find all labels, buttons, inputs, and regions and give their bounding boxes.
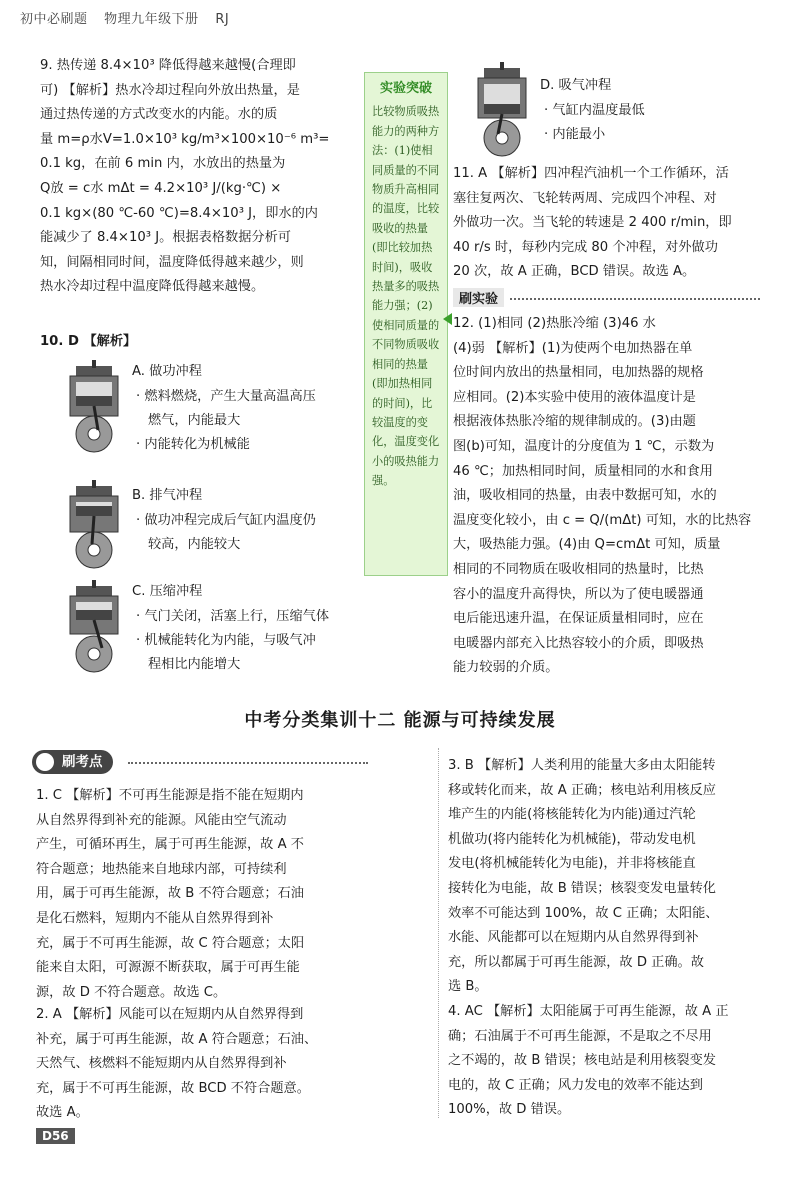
q11-line: 20 次，故 A 正确，BCD 错误。故选 A。	[453, 264, 696, 280]
q1-line: 从自然界得到补充的能源。风能由空气流动	[36, 812, 287, 828]
q1-line: 能来自太阳，可源源不断获取，属于可再生能	[36, 960, 300, 976]
q2-line: 故选 A。	[36, 1105, 89, 1121]
q2-line: 天然气、核燃料不能短期内从自然界得到补	[36, 1056, 287, 1072]
engine-d-bullets	[544, 99, 744, 147]
engine-diagram-b	[62, 480, 126, 572]
q11-line: 40 r/s 时，每秒内完成 80 个冲程，对外做功	[453, 239, 718, 255]
q4-line: 电的，故 C 正确；风力发电的效率不能达到	[448, 1077, 703, 1093]
engine-diagram-a	[62, 360, 126, 458]
q12-block	[453, 312, 783, 681]
exam-points-bar	[32, 750, 113, 774]
book-name: 初中必刷题	[20, 12, 88, 27]
q12-line: 能力较弱的介质。	[453, 660, 559, 676]
q2-line: 补充，属于可再生能源，故 A 符合题意；石油、	[36, 1031, 318, 1047]
bullet-item: · 气缸内温度最低	[544, 103, 645, 118]
subject-name: 物理九年级下册	[104, 12, 199, 27]
bullet-item: 较高，内能较大	[148, 537, 241, 552]
engine-a-bullets	[136, 385, 356, 457]
q9-line: 热水冷却过程中温度降低得越来越慢。	[40, 279, 265, 295]
engine-c-label: C. 压缩冲程	[132, 584, 203, 599]
q9-line: 能减少了 8.4×10³ J。根据表格数据分析可	[40, 230, 291, 246]
q3-line: 发电(将机械能转化为电能)，并非将核能直	[448, 856, 696, 872]
q3-line: 水能、风能都可以在短期内从自然界得到补	[448, 930, 699, 946]
q1-line: 充，属于不可再生能源，故 C 符合题意；太阳	[36, 935, 305, 951]
bullet-item: 程相比内能增大	[148, 657, 241, 672]
engine-d-label: D. 吸气冲程	[540, 78, 612, 93]
engine-diagram-d	[470, 62, 534, 160]
q11-line: 外做功一次。当飞轮的转速是 2 400 r/min，即	[453, 215, 732, 231]
q12-line: 电暖器内部充入比热容较小的介质，即吸热	[453, 635, 704, 651]
exam-dotted-rule	[128, 762, 368, 764]
q9-line: 9. 热传递 8.4×10³ 降低得越来越慢(合理即	[40, 58, 296, 73]
lab-dotted-rule	[510, 298, 760, 300]
q2-block	[36, 1003, 362, 1126]
engine-c-bullets	[136, 605, 361, 677]
q11-line: 11. A 【解析】四冲程汽油机一个工作循环，活	[453, 166, 729, 181]
q9-line: 知，间隔相同时间，温度降低得越来越少，则	[40, 254, 304, 270]
q3-line: 接转化为电能，故 B 错误；核裂变发电量转化	[448, 880, 716, 896]
q3-line: 选 B。	[448, 979, 488, 995]
q3-line: 机做功(将内能转化为机械能)，带动发电机	[448, 831, 696, 847]
engine-a-label: A. 做功冲程	[132, 364, 202, 379]
q12-line: 大，吸热能力强。(4)由 Q=cmΔt 可知，质量	[453, 537, 721, 553]
bullet-item: · 做功冲程完成后气缸内温度仍	[136, 513, 316, 528]
q12-line: 相同的不同物质在吸收相同的热量时，比热	[453, 561, 704, 577]
bullet-item: 燃气，内能最大	[148, 413, 241, 428]
q9-line: Q放 = c水 mΔt = 4.2×10³ J/(kg·℃) ×	[40, 180, 282, 196]
bullet-item: · 燃料燃烧，产生大量高温高压	[136, 389, 316, 404]
q1-line: 1. C 【解析】不可再生能源是指不能在短期内	[36, 788, 304, 803]
q3-line: 效率不可能达到 100%，故 C 正确；太阳能、	[448, 905, 719, 921]
bullet-item: · 机械能转化为内能，与吸气冲	[136, 633, 316, 648]
q1-line: 用，属于可再生能源，故 B 不符合题意；石油	[36, 886, 304, 902]
q9-line: 0.1 kg，在前 6 min 内，水放出的热量为	[40, 156, 286, 172]
q1-line: 产生，可循环再生，属于可再生能源，故 A 不	[36, 837, 304, 853]
sidebar-title: 实验突破	[379, 81, 432, 96]
q1-line: 源，故 D 不符合题意。故选 C。	[36, 984, 227, 1000]
q9-line: 量 m=ρ水V=1.0×10³ kg/m³×100×10⁻⁶ m³=	[40, 131, 330, 147]
bullet-item: · 内能转化为机械能	[136, 437, 250, 452]
q12-line: 12. (1)相同 (2)热胀冷缩 (3)46 水	[453, 316, 656, 331]
q12-line: 图(b)可知，温度计的分度值为 1 ℃，示数为	[453, 438, 715, 454]
engine-b-label: B. 排气冲程	[132, 488, 203, 503]
q9-line: 可) 【解析】热水冷却过程向外放出热量，是	[40, 82, 300, 98]
q4-line: 4. AC 【解析】太阳能属于可再生能源，故 A 正	[448, 1004, 729, 1019]
exam-bar-label: 刷考点	[62, 754, 103, 770]
lab-section-bar: 刷实验	[453, 288, 504, 307]
q10-heading: 10. D 【解析】	[40, 334, 137, 349]
engine-b-bullets	[136, 509, 356, 557]
q1-line: 符合题意；地热能来自地球内部，可持续利	[36, 861, 287, 877]
q12-line: 温度变化较小，由 c = Q/(mΔt) 可知，水的比热容	[453, 512, 752, 528]
q12-line: 电后能迅速升温，在保证质量相同时，应在	[453, 611, 704, 627]
column-divider	[438, 748, 439, 1118]
bullet-item: · 内能最小	[544, 127, 606, 142]
sidebar-arrow-icon	[443, 313, 452, 325]
q12-line: (4)弱 【解析】(1)为使两个电加热器在单	[453, 340, 693, 356]
q4-line: 100%，故 D 错误。	[448, 1102, 571, 1118]
q3-line: 堆产生的内能(将核能转化为内能)通过汽轮	[448, 807, 696, 823]
edition: RJ	[215, 12, 230, 27]
q12-line: 容小的温度升高得快，所以为了使电暖器通	[453, 586, 704, 602]
q4-line: 之不竭的，故 B 错误；核电站是利用核裂变发	[448, 1053, 716, 1069]
q11-block	[453, 162, 783, 285]
section-title: 中考分类集训十二 能源与可持续发展	[244, 710, 556, 731]
q2-line: 2. A 【解析】风能可以在短期内从自然界得到	[36, 1007, 304, 1022]
bullet-item: · 气门关闭，活塞上行，压缩气体	[136, 609, 330, 624]
running-header	[20, 8, 241, 27]
page-number: D56	[36, 1128, 75, 1144]
q12-line: 根据液体热胀冷缩的规律制成的。(3)由题	[453, 414, 696, 430]
q9-line: 0.1 kg×(80 ℃-60 ℃)=8.4×10³ J，即水的内	[40, 205, 318, 221]
q1-line: 是化石燃料，短期内不能从自然界得到补	[36, 910, 274, 926]
q9-line: 通过热传递的方式改变水的内能。水的质	[40, 107, 278, 123]
q3-block	[448, 754, 778, 1000]
q3-line: 充，所以都属于可再生能源，故 D 正确。故	[448, 954, 704, 970]
q3-line: 3. B 【解析】人类利用的能量大多由太阳能转	[448, 758, 716, 773]
q9-block	[40, 54, 358, 300]
experiment-sidebar	[364, 72, 448, 576]
q11-line: 塞往复两次、飞轮转两周、完成四个冲程、对	[453, 190, 717, 206]
q10-head	[40, 330, 340, 355]
q4-block	[448, 1000, 778, 1123]
q1-block	[36, 784, 362, 1005]
sidebar-text: 比较物质吸热能力的两种方法：(1)使相同质量的不同物质升高相同的温度，比较吸收的热量(即比较加热时间)，吸收热量多的吸热能力强；(2)使相同质量的不同物质吸收相同的热量(即加热相同的时间)，比较温度的变化，温度变化小的吸热能力强。	[372, 105, 440, 488]
q3-line: 移或转化而来，故 A 正确；核电站利用核反应	[448, 782, 716, 798]
q12-line: 位时间内放出的热量相同，电加热器的规格	[453, 365, 704, 381]
q12-line: 油，吸收相同的热量，由表中数据可知，水的	[453, 488, 717, 504]
engine-diagram-c	[62, 580, 126, 676]
q2-line: 充，属于不可再生能源，故 BCD 不符合题意。	[36, 1080, 310, 1096]
q12-line: 46 ℃；加热相同时间，质量相同的水和食用	[453, 463, 713, 479]
q4-line: 确；石油属于不可再生能源，不是取之不尽用	[448, 1028, 712, 1044]
pencil-icon	[36, 753, 54, 771]
q12-line: 应相同。(2)本实验中使用的液体温度计是	[453, 389, 696, 405]
